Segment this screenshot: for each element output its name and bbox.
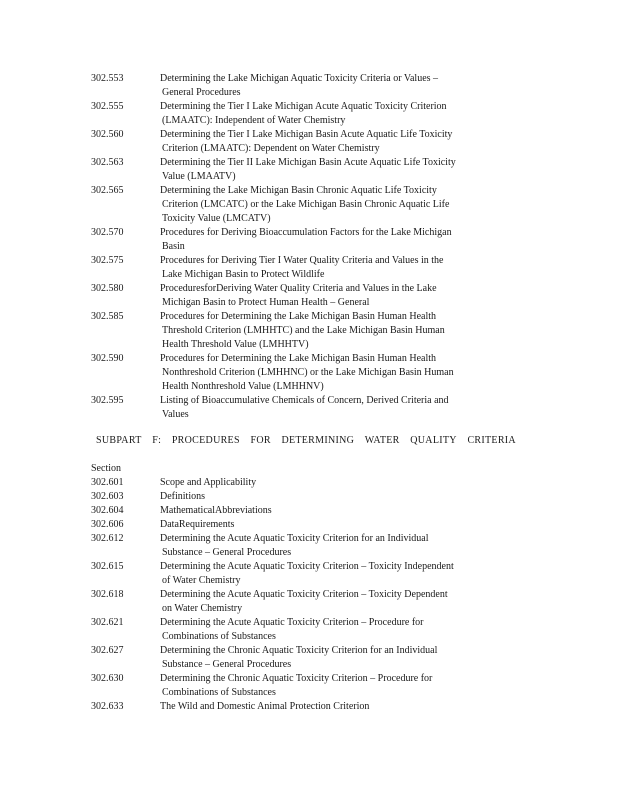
section-number: 302.575: [91, 255, 124, 266]
heading-word: CRITERIA: [467, 435, 516, 446]
section-title-line: Combinations of Substances: [162, 687, 276, 698]
section-title-line: Determining the Tier I Lake Michigan Basin Acute Aquatic Life Toxicity: [160, 129, 453, 140]
heading-word: QUALITY: [410, 435, 457, 446]
section-title-line: Procedures for Deriving Tier I Water Quality Criteria and Values in the: [160, 255, 444, 266]
section-title: [160, 588, 521, 616]
toc-entry: [91, 588, 521, 616]
heading-word: PROCEDURES: [171, 435, 240, 446]
section-number: 302.563: [91, 157, 124, 168]
section-title: [160, 394, 521, 422]
section-title-line: Lake Michigan Basin to Protect Wildlife: [162, 269, 325, 280]
section-title: [160, 700, 521, 714]
heading-word: SUBPART: [96, 435, 142, 446]
section-title: [160, 352, 521, 394]
section-title-line: Threshold Criterion (LMHHTC) and the Lake Michigan Basin Human: [162, 325, 445, 336]
toc-entry: [91, 504, 521, 518]
section-title-line: Determining the Lake Michigan Aquatic Toxicity Criteria or Values –: [160, 73, 439, 84]
toc-entry: [91, 100, 521, 128]
section-title-line: Procedures for Deriving Bioaccumulation Factors for the Lake Michigan: [160, 227, 452, 238]
section-title-line: Toxicity Value (LMCATV): [162, 213, 271, 224]
section-title: [160, 128, 521, 156]
section-number: 302.621: [91, 617, 124, 628]
section-number: 302.633: [91, 701, 124, 712]
section-title-line: Substance – General Procedures: [162, 547, 292, 558]
section-title-line: Determining the Tier I Lake Michigan Acute Aquatic Toxicity Criterion: [160, 101, 447, 112]
section-title-line: Michigan Basin to Protect Human Health – General: [162, 297, 370, 308]
section-label: Section: [91, 463, 121, 474]
heading-word: FOR: [250, 435, 271, 446]
section-title: [160, 518, 521, 532]
toc-entry: [91, 282, 521, 310]
section-title-line: (LMAATC): Independent of Water Chemistry: [162, 115, 346, 126]
section-title-line: Determining the Lake Michigan Basin Chronic Aquatic Life Toxicity: [160, 185, 437, 196]
section-number: 302.580: [91, 283, 124, 294]
section-number: 302.555: [91, 101, 124, 112]
section-number: 302.553: [91, 73, 124, 84]
section-title-line: Determining the Tier II Lake Michigan Basin Acute Aquatic Life Toxicity: [160, 157, 456, 168]
toc-entry: [91, 532, 521, 560]
section-title-line: Substance – General Procedures: [162, 659, 292, 670]
section-number: 302.612: [91, 533, 124, 544]
toc-entry: [91, 226, 521, 254]
section-number: 302.565: [91, 185, 124, 196]
toc-entry: [91, 490, 521, 504]
toc-entry: [91, 184, 521, 226]
toc-entry: [91, 310, 521, 352]
subpart-f-entries: [91, 476, 521, 714]
section-title: [160, 644, 521, 672]
section-title: [160, 184, 521, 226]
section-title-line: Criterion (LMCATC) or the Lake Michigan Basin Chronic Aquatic Life: [162, 199, 450, 210]
section-title-line: Determining the Acute Aquatic Toxicity Criterion for an Individual: [160, 533, 429, 544]
section-title-line: DataRequirements: [160, 519, 235, 530]
section-title: [160, 616, 521, 644]
toc-entry: [91, 518, 521, 532]
section-title-line: Basin: [162, 241, 185, 252]
section-title-line: Combinations of Substances: [162, 631, 276, 642]
toc-entry: [91, 700, 521, 714]
toc-entry: [91, 352, 521, 394]
section-title-line: Criterion (LMAATC): Dependent on Water Chemistry: [162, 143, 380, 154]
section-title-line: on Water Chemistry: [162, 603, 243, 614]
heading-word: WATER: [364, 435, 400, 446]
section-title-line: ProceduresforDeriving Water Quality Criteria and Values in the Lake: [160, 283, 437, 294]
toc-entry: [91, 672, 521, 700]
section-number: 302.606: [91, 519, 124, 530]
section-title-line: Listing of Bioaccumulative Chemicals of Concern, Derived Criteria and: [160, 395, 449, 406]
toc-entry: [91, 128, 521, 156]
section-title: [160, 72, 521, 100]
section-title-line: Determining the Acute Aquatic Toxicity Criterion – Toxicity Dependent: [160, 589, 448, 600]
section-title-line: Procedures for Determining the Lake Michigan Basin Human Health: [160, 311, 437, 322]
section-title-line: General Procedures: [162, 87, 241, 98]
section-title-line: Definitions: [160, 491, 205, 502]
toc-entry: [91, 394, 521, 422]
section-title-line: Nonthreshold Criterion (LMHHNC) or the Lake Michigan Basin Human: [162, 367, 454, 378]
section-title: [160, 282, 521, 310]
toc-entry: [91, 254, 521, 282]
section-number: 302.627: [91, 645, 124, 656]
section-number: 302.560: [91, 129, 124, 140]
section-title: [160, 490, 521, 504]
section-title-line: Determining the Chronic Aquatic Toxicity Criterion for an Individual: [160, 645, 438, 656]
subpart-f-heading: [96, 434, 516, 448]
section-title: [160, 156, 521, 184]
toc-entry: [91, 560, 521, 588]
section-number: 302.615: [91, 561, 124, 572]
section-title-line: Determining the Acute Aquatic Toxicity Criterion – Procedure for: [160, 617, 424, 628]
section-title-line: Health Threshold Value (LMHHTV): [162, 339, 309, 350]
section-title-line: The Wild and Domestic Animal Protection Criterion: [160, 701, 370, 712]
section-title-line: MathematicalAbbreviations: [160, 505, 272, 516]
section-number: 302.595: [91, 395, 124, 406]
toc-entry: [91, 644, 521, 672]
section-title-line: Determining the Chronic Aquatic Toxicity Criterion – Procedure for: [160, 673, 433, 684]
heading-word: F:: [152, 435, 162, 446]
section-number: 302.590: [91, 353, 124, 364]
section-number: 302.601: [91, 477, 124, 488]
toc-entry: [91, 156, 521, 184]
section-title-line: Health Nonthreshold Value (LMHHNV): [162, 381, 324, 392]
section-number: 302.585: [91, 311, 124, 322]
section-title-line: Value (LMAATV): [162, 171, 236, 182]
section-number: 302.630: [91, 673, 124, 684]
toc-entry: [91, 616, 521, 644]
section-number: 302.604: [91, 505, 124, 516]
toc-entry: [91, 72, 521, 100]
section-title: [160, 100, 521, 128]
section-title: [160, 672, 521, 700]
section-title: [160, 476, 521, 490]
section-number: 302.570: [91, 227, 124, 238]
subpart-f-contents: [91, 462, 521, 714]
heading-word: DETERMINING: [281, 435, 355, 446]
section-title-line: of Water Chemistry: [162, 575, 241, 586]
toc-entry: [91, 476, 521, 490]
section-title: [160, 532, 521, 560]
section-title: [160, 560, 521, 588]
section-title: [160, 310, 521, 352]
subpart-e-contents: [91, 72, 521, 422]
section-title-line: Procedures for Determining the Lake Michigan Basin Human Health: [160, 353, 437, 364]
section-title-line: Scope and Applicability: [160, 477, 257, 488]
section-number: 302.618: [91, 589, 124, 600]
section-title: [160, 254, 521, 282]
section-title-line: Determining the Acute Aquatic Toxicity Criterion – Toxicity Independent: [160, 561, 454, 572]
section-number: 302.603: [91, 491, 124, 502]
section-title-line: Values: [162, 409, 189, 420]
section-title: [160, 504, 521, 518]
section-title: [160, 226, 521, 254]
